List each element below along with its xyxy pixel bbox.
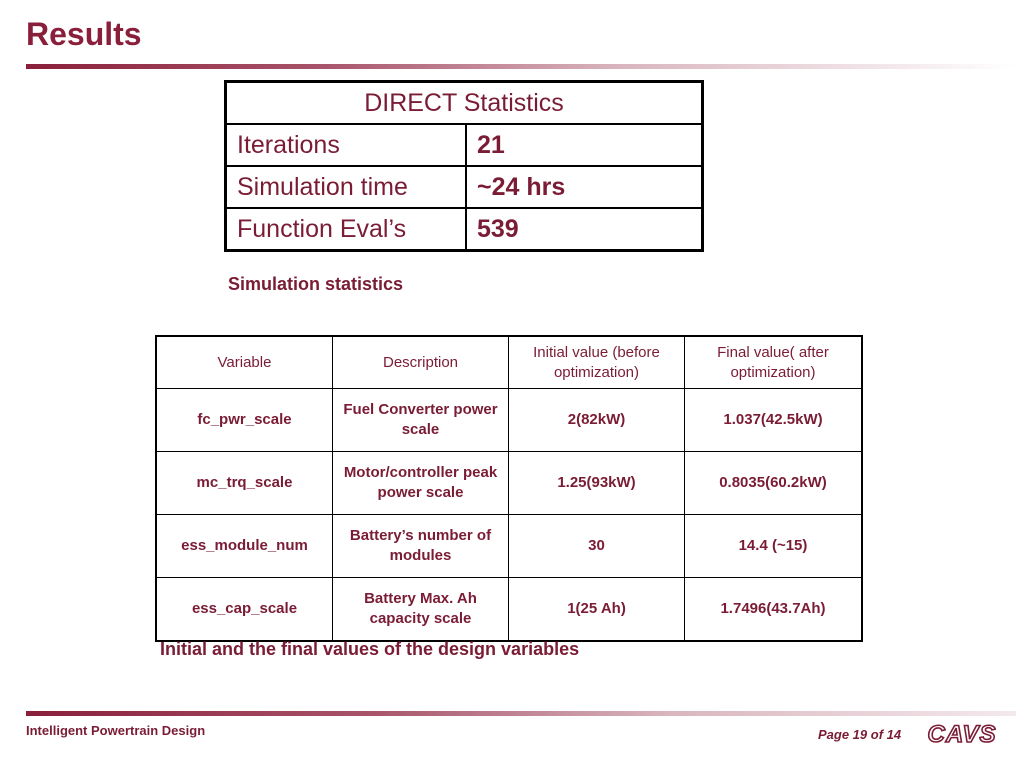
initial-value-cell: 30 — [509, 515, 685, 578]
table-row — [226, 124, 703, 166]
page-number: Page 19 of 14 — [818, 727, 902, 742]
stat-label: Simulation time — [226, 166, 467, 208]
cavs-logo-icon — [923, 720, 1001, 748]
initial-value-cell: 2(82kW) — [509, 389, 685, 452]
design-variables-table — [155, 335, 863, 642]
table-header-row — [156, 336, 862, 389]
variable-cell: ess_cap_scale — [156, 578, 333, 642]
stat-value: 21 — [466, 124, 703, 166]
design-variables-caption: Initial and the final values of the design variables — [160, 639, 580, 659]
stat-label: Function Eval’s — [226, 208, 467, 251]
description-cell: Fuel Converter power scale — [333, 389, 509, 452]
table-row — [156, 389, 862, 452]
stat-label: Iterations — [226, 124, 467, 166]
description-cell: Battery Max. Ah capacity scale — [333, 578, 509, 642]
table-row — [156, 452, 862, 515]
footer-divider — [26, 711, 1016, 716]
table-row — [156, 515, 862, 578]
table-row — [156, 578, 862, 642]
slide-title: Results — [26, 16, 142, 52]
footer-course-title: Intelligent Powertrain Design — [26, 723, 206, 738]
final-value-cell: 1.037(42.5kW) — [685, 389, 863, 452]
description-cell: Battery’s number of modules — [333, 515, 509, 578]
table-row — [226, 208, 703, 251]
variable-cell: mc_trq_scale — [156, 452, 333, 515]
description-cell: Motor/controller peak power scale — [333, 452, 509, 515]
initial-value-cell: 1(25 Ah) — [509, 578, 685, 642]
column-header: Variable — [156, 336, 333, 389]
final-value-cell: 14.4 (~15) — [685, 515, 863, 578]
logo-text: CAVS — [927, 721, 997, 748]
variable-cell: fc_pwr_scale — [156, 389, 333, 452]
direct-statistics-table — [224, 80, 704, 252]
column-header: Final value( after optimization) — [685, 336, 863, 389]
final-value-cell: 0.8035(60.2kW) — [685, 452, 863, 515]
table-row — [226, 166, 703, 208]
stat-value: 539 — [466, 208, 703, 251]
direct-table-header: DIRECT Statistics — [226, 82, 703, 125]
table-header-row — [226, 82, 703, 125]
variable-cell: ess_module_num — [156, 515, 333, 578]
simulation-statistics-caption: Simulation statistics — [228, 274, 404, 294]
title-divider — [26, 64, 1016, 69]
initial-value-cell: 1.25(93kW) — [509, 452, 685, 515]
column-header: Description — [333, 336, 509, 389]
final-value-cell: 1.7496(43.7Ah) — [685, 578, 863, 642]
column-header: Initial value (before optimization) — [509, 336, 685, 389]
stat-value: ~24 hrs — [466, 166, 703, 208]
